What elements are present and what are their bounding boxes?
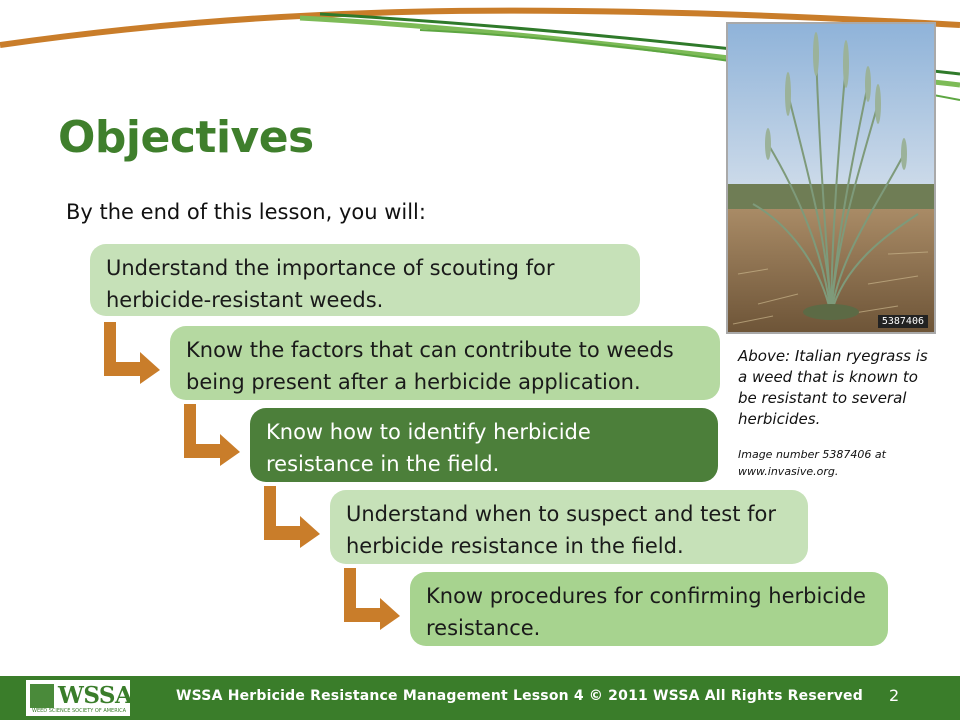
step-arrow-icon: [180, 404, 242, 466]
objective-box-5: [410, 572, 888, 646]
wssa-logo: [26, 680, 133, 716]
intro-text: By the end of this lesson, you will:: [66, 200, 426, 224]
step-arrow-icon: [100, 322, 162, 384]
ryegrass-photo: [726, 22, 936, 334]
wssa-logo-subtext: WEED SCIENCE SOCIETY OF AMERICA: [32, 708, 127, 714]
step-arrow-icon: [340, 568, 402, 630]
wssa-logo-text: WSSA: [58, 682, 133, 709]
footer-copyright: WSSA Herbicide Resistance Management Lesson 4 © 2011 WSSA All Rights Reserved: [176, 688, 863, 704]
objective-box-2: [170, 326, 720, 400]
photo-credit: Image number 5387406 at www.invasive.org.: [738, 448, 886, 478]
objective-box-4: [330, 490, 808, 564]
photo-caption: Above: Italian ryegrass is a weed that is known to be resistant to several herbicides.: [738, 347, 928, 428]
objective-box-3: [250, 408, 718, 482]
objective-text-1: Understand the importance of scouting for herbicide-resistant weeds.: [106, 256, 555, 312]
objective-box-1: [90, 244, 640, 316]
page-number: 2: [889, 686, 900, 705]
objective-text-5: Know procedures for confirming herbicide resistance.: [426, 584, 866, 640]
step-arrow-icon: [260, 486, 322, 548]
objective-text-2: Know the factors that can contribute to weeds being present after a herbicide application.: [186, 338, 674, 394]
ryegrass-illustration: [728, 24, 934, 332]
objective-text-3: Know how to identify herbicide resistance in the field.: [266, 420, 591, 476]
wssa-logo-mark-icon: [30, 684, 54, 708]
photo-id-label: 5387406: [878, 315, 928, 328]
objective-text-4: Understand when to suspect and test for herbicide resistance in the field.: [346, 502, 777, 558]
slide-title: Objectives: [58, 112, 314, 163]
